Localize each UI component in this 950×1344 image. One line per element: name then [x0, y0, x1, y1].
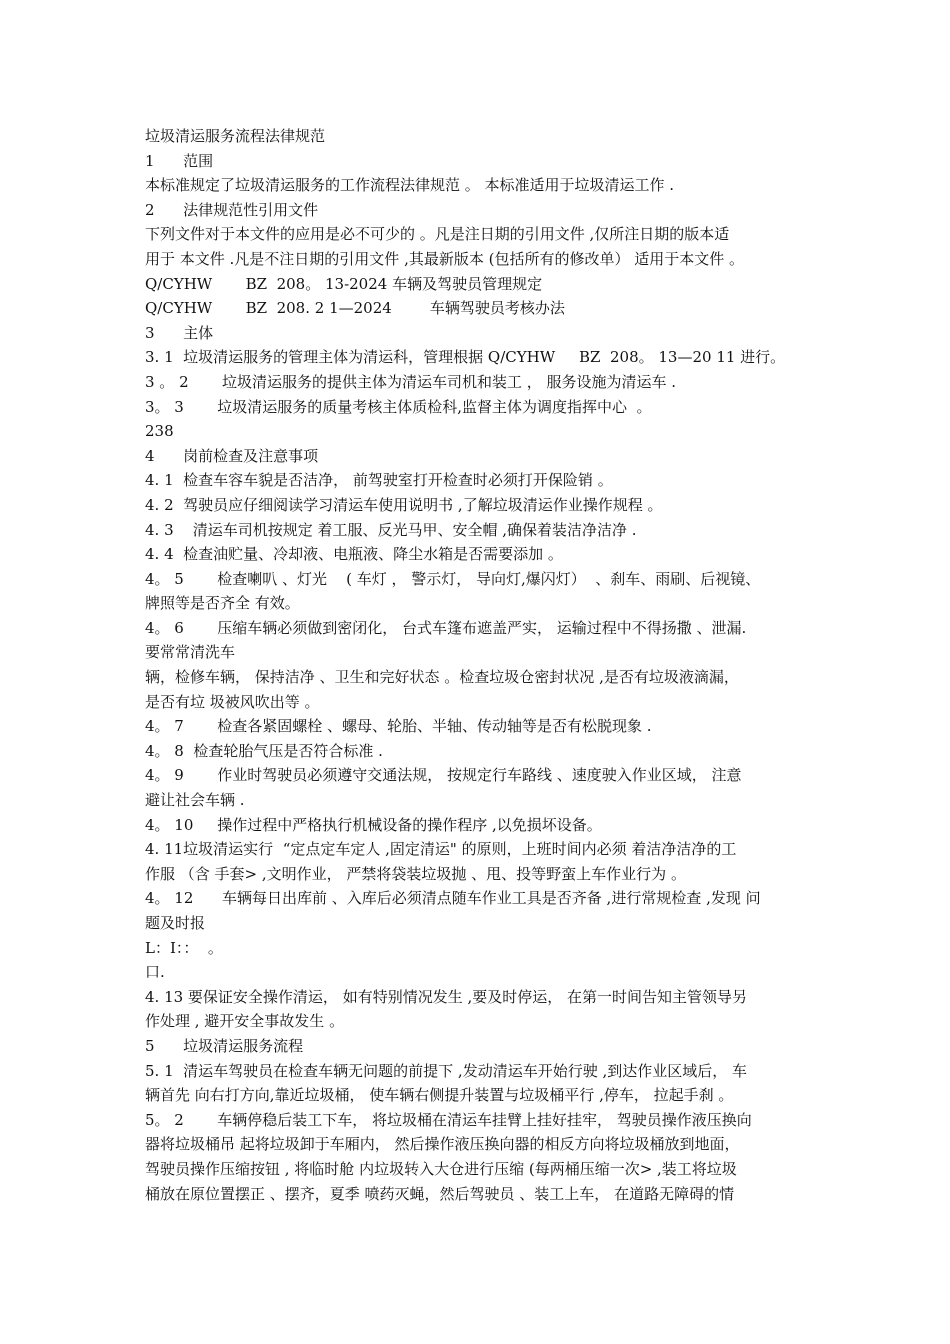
document-line: 4. 4 检查油贮量、冷却液、电瓶液、降尘水箱是否需要添加 。	[145, 545, 563, 564]
document-line: 是否有垃 圾被风吹出等 。	[145, 692, 320, 711]
document-line: Q/CYHW BZ 208. 2 1—2024 车辆驾驶员考核办法	[145, 299, 565, 318]
document-line: 3. 1 垃圾清运服务的管理主体为清运科，管理根据 Q/CYHW BZ 208。 13—20 11 进行。	[145, 348, 786, 367]
document-line: 4. 11垃圾清运实行 “定点定车定人 ,固定清运" 的原则，上班时间内必须 着洁净洁净的工	[145, 840, 737, 859]
document-line: 2 法律规范性引用文件	[145, 200, 319, 219]
document-line: 5。 2 车辆停稳后装工下车， 将垃圾桶在清运车挂臂上挂好挂牢， 驾驶员操作液压换向	[145, 1110, 752, 1129]
document-line: 牌照等是否齐全 有效。	[145, 594, 300, 613]
document-line: 4. 2 驾驶员应仔细阅读学习清运车使用说明书 ,了解垃圾清运作业操作规程 。	[145, 495, 663, 514]
document-line: 4。 7 检查各紧固螺栓 、螺母、轮胎、半轴、传动轴等是否有松脱现象 .	[145, 717, 652, 736]
document-page	[145, 124, 815, 1206]
document-line: 辆首先 向右打方向,靠近垃圾桶， 使车辆右侧提升装置与垃圾桶平行 ,停车， 拉起手刹 。	[145, 1086, 734, 1105]
document-line: 4. 13 要保证安全操作清运， 如有特别情况发生 ,要及时停运， 在第一时间告知主管领导另	[145, 987, 748, 1006]
document-line: 4。 9 作业时驾驶员必须遵守交通法规， 按规定行车路线 、速度驶入作业区域， 注意	[145, 766, 742, 785]
document-line: Q/CYHW BZ 208。 13-2024 车辆及驾驶员管理规定	[145, 274, 543, 293]
document-line: 题及时报	[145, 914, 206, 932]
document-line: 3 。 2 垃圾清运服务的提供主体为清运车司机和装工 ， 服务设施为清运车 .	[145, 372, 677, 391]
document-line: 驾驶员操作压缩按钮 , 将临时舱 内垃圾转入大仓进行压缩 (每两桶压缩一次> ,装工将垃圾	[145, 1159, 737, 1178]
document-line: L：I：： 。	[145, 938, 223, 957]
document-line: 避让社会车辆 .	[145, 791, 245, 810]
document-line: 238	[145, 422, 174, 441]
document-title: 垃圾清运服务流程法律规范	[145, 127, 326, 145]
document-line: 辆，检修车辆， 保持洁净 、卫生和完好状态 。检查垃圾仓密封状况 ,是否有垃圾液滴漏，	[145, 668, 739, 687]
document-line: 本标准规定了垃圾清运服务的工作流程法律规范 。 本标准适用于垃圾清运工作 .	[145, 176, 675, 195]
document-line: 4。 5 检查喇叭 、灯光 ( 车灯 ， 警示灯， 导向灯,爆闪灯） 、刹车、雨刷、后视镜、	[145, 569, 761, 588]
document-line: 4. 3 清运车司机按规定 着工服、反光马甲、安全帽 ,确保着装洁净洁净 .	[145, 520, 637, 539]
document-line: 器将垃圾桶吊 起将垃圾卸于车厢内， 然后操作液压换向器的相反方向将垃圾桶放到地面，	[145, 1135, 740, 1154]
document-line: 4。 10 操作过程中严格执行机械设备的操作程序 ,以免损坏设备。	[145, 815, 602, 834]
document-line: 5. 1 清运车驾驶员在检查车辆无问题的前提下 ,发动清运车开始行驶 ,到达作业区域后， 车	[145, 1061, 748, 1080]
document-line: 4。 6 压缩车辆必须做到密闭化， 台式车篷布遮盖严实， 运输过程中不得扬撒 、泄漏.	[145, 618, 747, 637]
document-line: 要常常清洗车	[145, 643, 236, 662]
document-line: 3 主体	[145, 323, 214, 342]
document-line: 作服 （含 手套> ,文明作业， 严禁将袋装垃圾抛 、甩、投等野蛮上车作业行为 。	[145, 864, 686, 883]
document-line: 3。 3 垃圾清运服务的质量考核主体质检科,监督主体为调度指挥中心 。	[145, 397, 652, 416]
document-line: 用于 本文件 .凡是不注日期的引用文件 ,其最新版本 (包括所有的修改单） 适用于本文件 。	[145, 249, 745, 268]
document-line: 4。 8 检查轮胎气压是否符合标准 .	[145, 741, 383, 760]
document-line: 4 岗前检查及注意事项	[145, 446, 319, 465]
document-line: 口.	[145, 963, 165, 982]
document-line: 下列文件对于本文件的应用是必不可少的 。凡是注日期的引用文件 ,仅所注日期的版本适	[145, 225, 730, 244]
document-line: 桶放在原位置摆正 、摆齐，夏季 喷药灭蝇，然后驾驶员 、装工上车， 在道路无障碍的情	[145, 1184, 735, 1203]
document-line: 4。 12 车辆每日出库前 、入库后必须清点随车作业工具是否齐备 ,进行常规检查 ,发现 问	[145, 889, 761, 908]
document-line: 4. 1 检查车容车貌是否洁净， 前驾驶室打开检查时必须打开保险销 。	[145, 471, 613, 490]
document-line: 1 范围	[145, 151, 214, 170]
document-body	[145, 149, 815, 1207]
document-line: 5 垃圾清运服务流程	[145, 1036, 304, 1055]
document-line: 作处理 , 避开安全事故发生 。	[145, 1012, 345, 1031]
